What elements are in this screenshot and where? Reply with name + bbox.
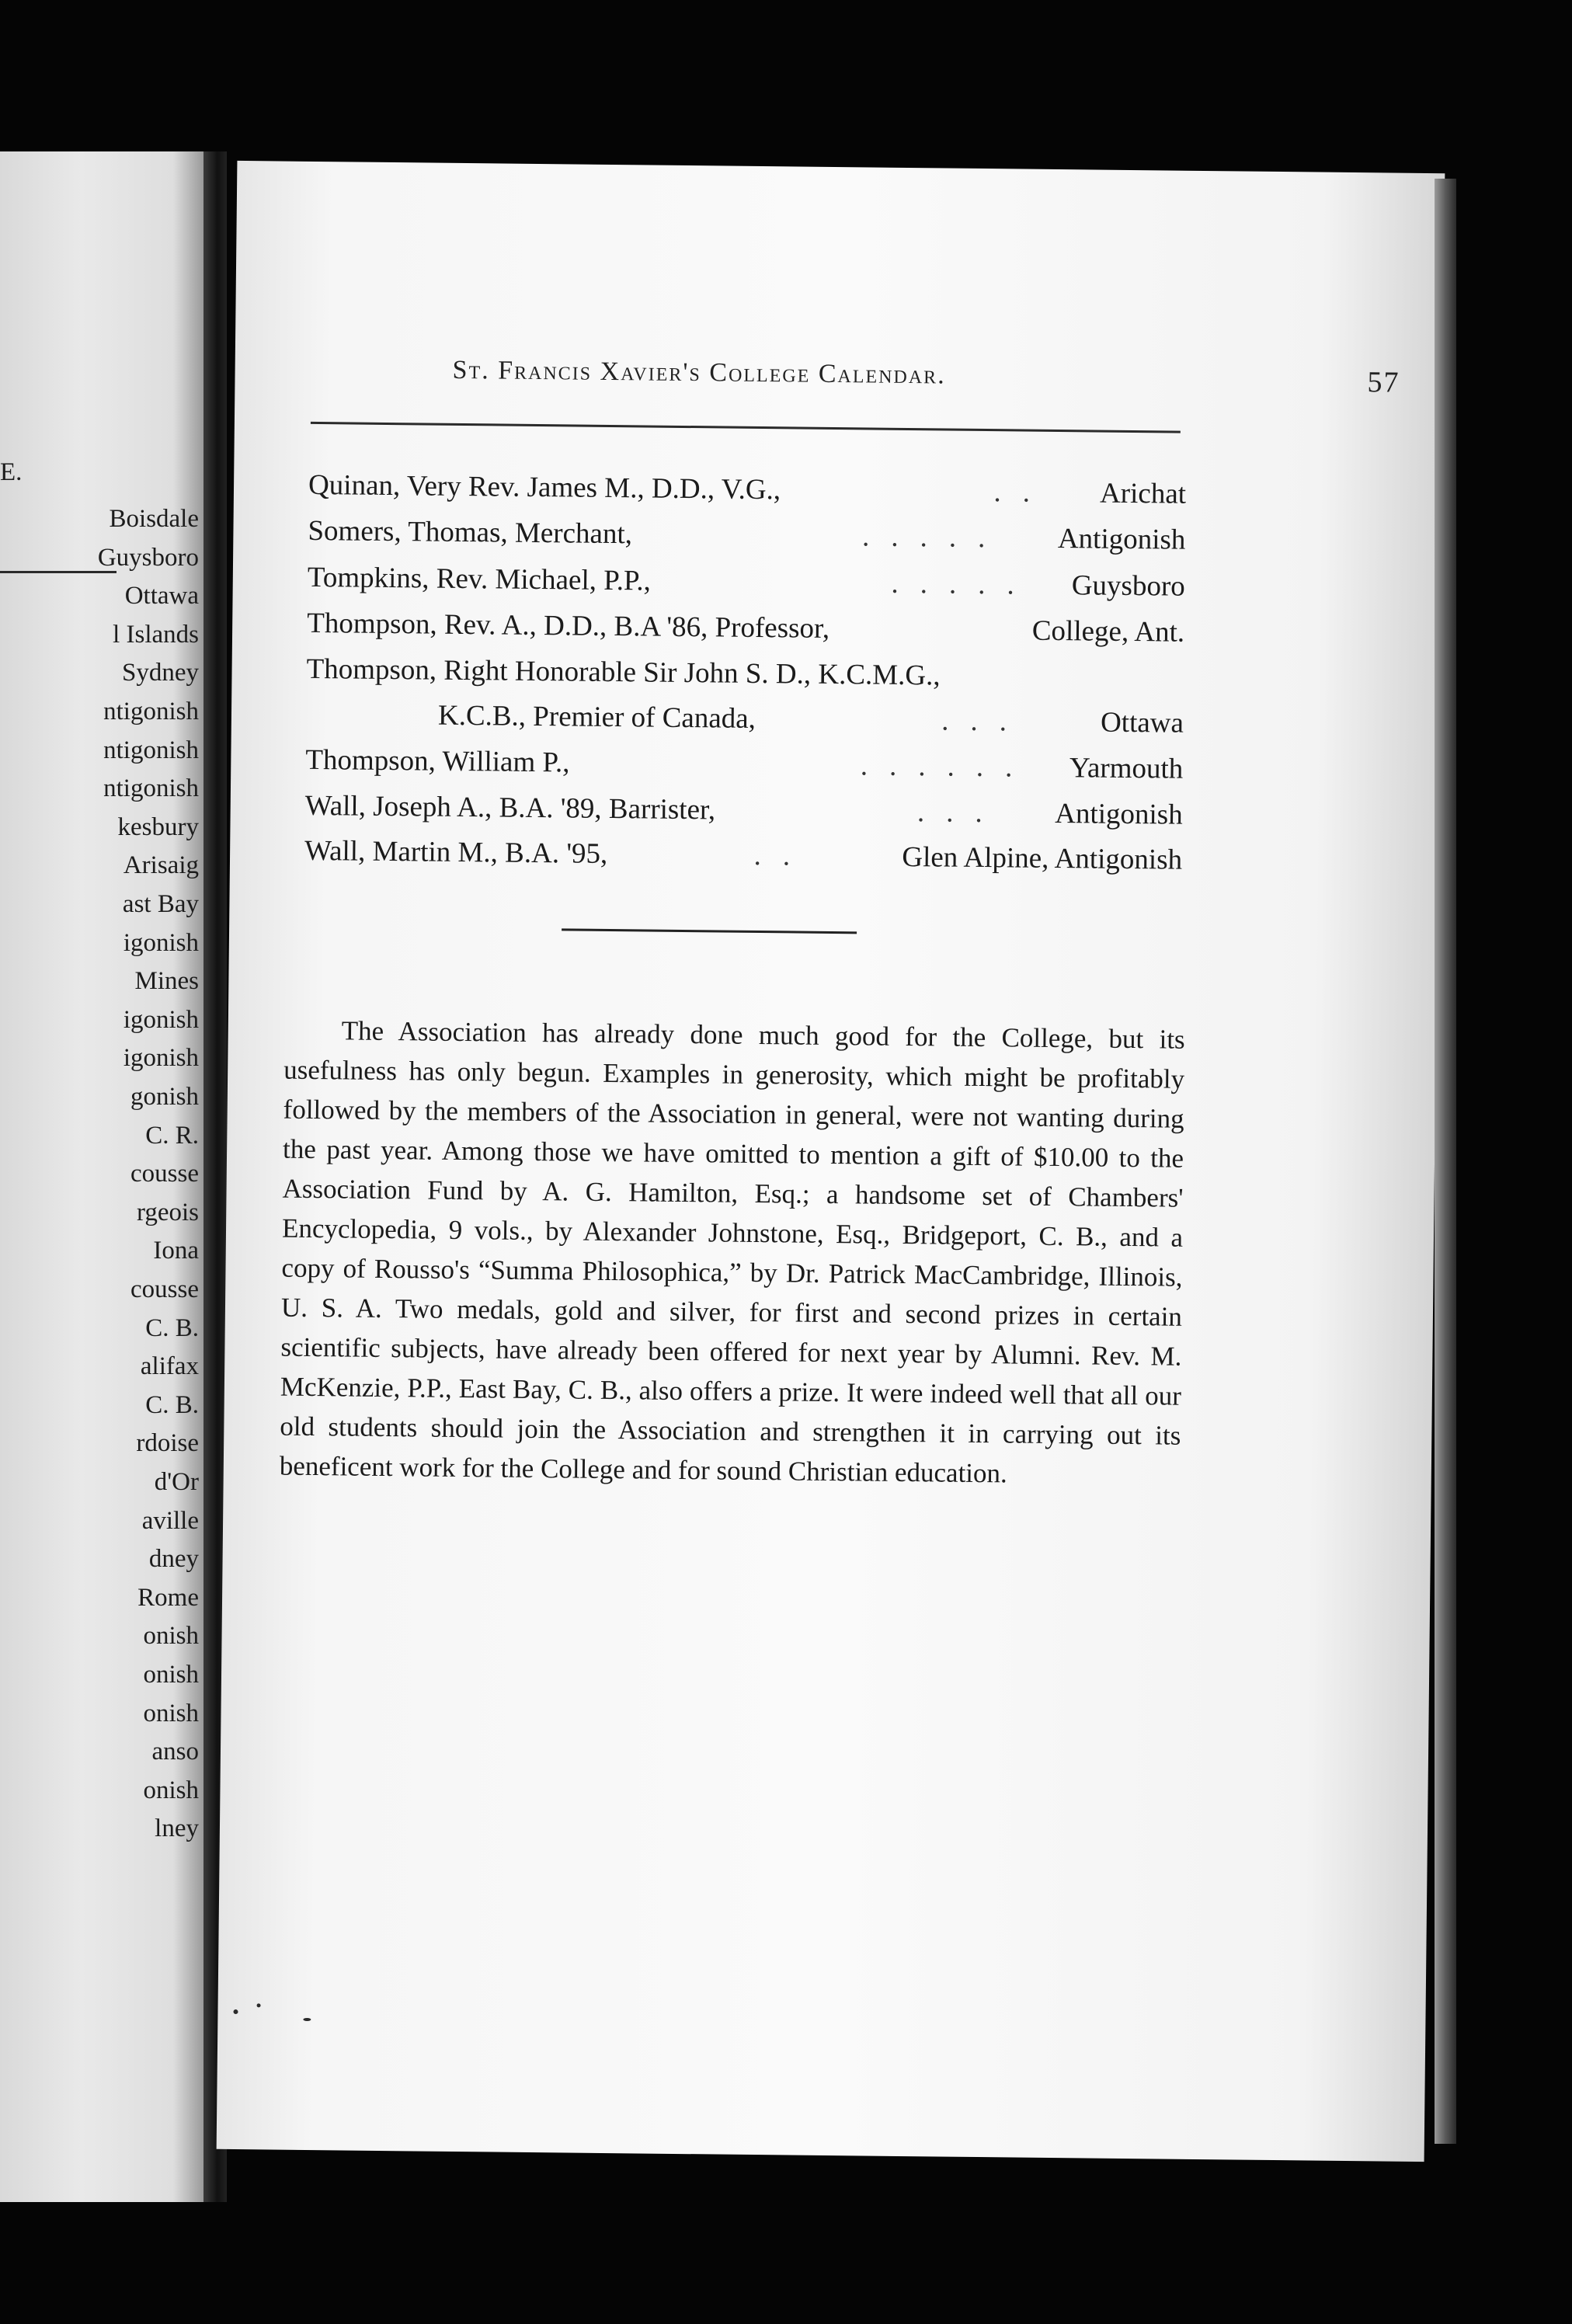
facing-page-line: onish — [143, 1699, 199, 1727]
facing-page-line: rgeois — [136, 1198, 199, 1226]
facing-page-line: d'Or — [154, 1468, 199, 1496]
facing-page-line: cousse — [130, 1160, 199, 1188]
calendar-page — [217, 161, 1445, 2162]
page-number: 57 — [1367, 366, 1400, 399]
dot-leader: ... — [916, 796, 1004, 830]
member-entry — [307, 607, 1184, 656]
facing-page-line: anso — [151, 1738, 199, 1766]
facing-page-line: cousse — [130, 1275, 199, 1303]
member-entry — [305, 743, 1183, 793]
member-place: Yarmouth — [1069, 752, 1184, 785]
member-place: Arichat — [1099, 477, 1187, 510]
facing-page-line: igonish — [123, 1005, 199, 1034]
facing-page-line: C. B. — [145, 1313, 199, 1342]
member-name-continuation: K.C.B., Premier of Canada, — [437, 699, 756, 735]
facing-page-line: igonish — [123, 928, 199, 957]
facing-page-line: Boisdale — [109, 505, 199, 533]
page-edge — [1435, 179, 1456, 2144]
dot-leader: ..... — [891, 567, 1036, 601]
dot-leader: .. — [993, 476, 1052, 509]
facing-page-heading-fragment: E. — [0, 458, 23, 486]
facing-page-line: ntigonish — [103, 774, 199, 803]
member-name: Quinan, Very Rev. James M., D.D., V.G., — [308, 468, 781, 506]
facing-page-line: Arisaig — [123, 851, 199, 880]
facing-page-line: Ottawa — [124, 582, 199, 611]
member-place: College, Ant. — [1031, 614, 1185, 649]
facing-page-line: Iona — [153, 1237, 199, 1265]
member-name: Thompson, Rev. A., D.D., B.A '86, Professor, — [307, 607, 830, 645]
facing-page-line: l Islands — [113, 620, 199, 649]
facing-page-line: dney — [148, 1545, 199, 1574]
member-place: Antigonish — [1055, 798, 1183, 831]
member-entry — [306, 652, 1184, 702]
header-rule — [311, 422, 1181, 433]
member-name: Thompson, Right Honorable Sir John S. D., K.C.M.G., — [306, 652, 941, 692]
facing-page-line: onish — [143, 1776, 199, 1804]
facing-page-line: onish — [143, 1661, 199, 1689]
facing-page-line: C. B. — [145, 1390, 199, 1419]
association-paragraph: The Association has already done much good for the College, but its usefulness has only begun. Examples in generosity, which might be profitably followed by the members of the Association in general, were not wanting during the past year. Among those we have omitted to mention a gift of $10.00 to the Association Fund by A. G. Hamilton, Esq.; a handsome set of Chambers' Encyclopedia, 9 vols., by Alexander Johnstone, Esq., Bridgeport, C. B., and a copy of Rousso's “Summa Philosophica,” by Dr. Patrick MacCambridge, Illinois, U. S. A. Two medals, gold and silver, for first and second prizes in certain scientific subjects, have already been offered for next year by Alumni. Rev. M. McKenzie, P.P., East Bay, C. B., also offers a prize. It were indeed well that all our old students should join the Association and strengthen it in carrying out its beneficent work for the College and for sound Christian education. — [279, 1015, 1185, 1489]
facing-page-line: ntigonish — [103, 736, 199, 764]
facing-page-line: gonish — [130, 1083, 199, 1111]
member-entry — [304, 834, 1182, 884]
print-speck — [303, 2018, 311, 2021]
facing-page-line: C. R. — [145, 1121, 199, 1150]
facing-page-line: aville — [141, 1506, 199, 1535]
member-place: Ottawa — [1100, 706, 1184, 739]
dot-leader: ...... — [860, 750, 1035, 784]
member-name: Tompkins, Rev. Michael, P.P., — [307, 561, 652, 597]
member-entry-continuation — [306, 698, 1184, 747]
section-divider — [562, 928, 857, 934]
print-speck — [257, 2003, 261, 2007]
running-head — [452, 355, 1400, 399]
facing-page-line: Sydney — [122, 659, 199, 687]
member-name: Thompson, William P., — [305, 743, 570, 779]
member-entry — [308, 468, 1186, 518]
facing-page-line: igonish — [123, 1044, 199, 1073]
facing-page-line: kesbury — [117, 812, 199, 841]
facing-page-line: Guysboro — [97, 543, 199, 572]
facing-page-line: ast Bay — [122, 890, 199, 918]
facing-page-line: ntigonish — [103, 698, 199, 725]
facing-page-line: rdoise — [136, 1429, 199, 1458]
member-place: Guysboro — [1071, 569, 1185, 603]
facing-page-line: Rome — [137, 1583, 199, 1612]
member-name: Wall, Martin M., B.A. '95, — [304, 834, 608, 870]
dot-leader: ... — [941, 705, 1029, 738]
dot-leader: ..... — [861, 520, 1007, 555]
print-speck — [233, 2009, 238, 2014]
member-name: Somers, Thomas, Merchant, — [308, 514, 633, 551]
facing-page-line: Mines — [134, 967, 199, 996]
dot-leader: .. — [753, 839, 812, 872]
running-head-title: St. Francis Xavier's College Calendar. — [452, 355, 946, 390]
facing-page-line: onish — [143, 1622, 199, 1651]
facing-page-line: lney — [155, 1814, 199, 1843]
member-entry — [304, 789, 1182, 839]
member-place: Glen Alpine, Antigonish — [902, 840, 1183, 876]
facing-page — [0, 151, 203, 2202]
member-entry — [308, 561, 1185, 611]
member-entry — [308, 514, 1185, 564]
facing-page-line: alifax — [140, 1352, 199, 1381]
member-place: Antigonish — [1057, 523, 1186, 556]
member-name: Wall, Joseph A., B.A. '89, Barrister, — [304, 789, 716, 826]
